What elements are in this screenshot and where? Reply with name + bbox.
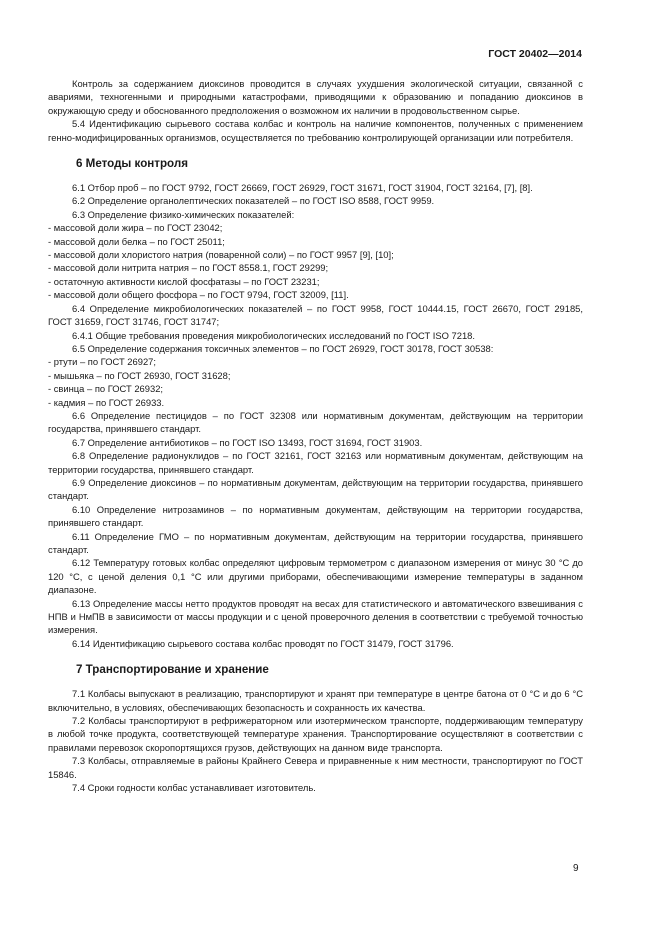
clause-7-3: 7.3 Колбасы, отправляемые в районы Крайнего Севера и приравненные к ним местности, транспортируют по ГОСТ 15846. [48, 755, 583, 780]
page-content [48, 77, 583, 795]
list-item: - массовой доли белка – по ГОСТ 25011; [48, 235, 225, 247]
section-7-body [48, 687, 583, 794]
page-number: 9 [573, 863, 579, 874]
list-item: - кадмия – по ГОСТ 26933. [48, 396, 165, 408]
clause-6-1: 6.1 Отбор проб – по ГОСТ 9792, ГОСТ 26669, ГОСТ 26929, ГОСТ 31671, ГОСТ 31904, ГОСТ 32164, [7], [8]. [72, 182, 533, 194]
clause-6-14: 6.14 Идентификацию сырьевого состава колбас проводят по ГОСТ 31479, ГОСТ 31796. [72, 637, 454, 649]
clause-6-2: 6.2 Определение органолептических показателей – по ГОСТ ISO 8588, ГОСТ 9959. [72, 195, 435, 207]
list-item: - остаточную активности кислой фосфатазы – по ГОСТ 23231; [48, 275, 320, 287]
list-item: - массовой доли нитрита натрия – по ГОСТ 8558.1, ГОСТ 29299; [48, 262, 329, 274]
clause-6-13: 6.13 Определение массы нетто продуктов проводят на весах для статистического и автоматического взвешивания с НПВ и НмПВ в зависимости от массы продукции и с ценой проверочного деления в соответствии с требуемой точностью измерения. [48, 597, 583, 636]
list-item: - свинца – по ГОСТ 26932; [48, 383, 164, 395]
list-item: - массовой доли общего фосфора – по ГОСТ 9794, ГОСТ 32009, [11]. [48, 289, 349, 301]
clause-6-6: 6.6 Определение пестицидов – по ГОСТ 32308 или нормативным документам, действующим на территории государства, принявшего стандарт. [48, 409, 583, 435]
paragraph-dioxin-control: Контроль за содержанием диоксинов проводится в случаях ухудшения экологической ситуации, связанной с авариями, техногенными и природными катастрофами, приводящими к образованию и попаданию диоксинов в окружающую среду и обоснованного предположения о возможном их наличии в продовольственном сырье. [48, 78, 583, 116]
clause-6-8: 6.8 Определение радионуклидов – по ГОСТ 32161, ГОСТ 32163 или нормативным документам, действующим на территории государства, принявшего стандарт. [48, 450, 583, 475]
clause-6-4: 6.4 Определение микробиологических показателей – по ГОСТ 9958, ГОСТ 10444.15, ГОСТ 26670, ГОСТ 29185, ГОСТ 31659, ГОСТ 31746, ГОСТ 31747; [48, 302, 583, 328]
clause-7-2: 7.2 Колбасы транспортируют в рефрижераторном или изотермическом транспорте, поддерживающим температуру в любой точке продукта, соответствующей температуре хранения. Транспортирование осуществляют в соответствии с правилами перевозок скоропортящихся грузов, действующих на данном виде транспорта. [48, 715, 583, 753]
clause-6-9: 6.9 Определение диоксинов – по нормативным документам, действующим на территории государства, принявшего стандарт. [48, 476, 583, 502]
clause-6-5: 6.5 Определение содержания токсичных элементов – по ГОСТ 26929, ГОСТ 30178, ГОСТ 30538: [72, 342, 494, 354]
section-6-heading: 6 Методы контроля [76, 157, 188, 171]
clause-6-12: 6.12 Температуру готовых колбас определяют цифровым термометром с диапазоном измерения от минус 30 °С до 120 °С, с ценой деления 0,1 °С или другими приборами, обеспечивающими измерение температуры в заданном диапазоне. [48, 557, 583, 596]
clause-6-4-1: 6.4.1 Общие требования проведения микробиологических исследований по ГОСТ ISO 7218. [72, 329, 475, 341]
paragraph-5-4: 5.4 Идентификацию сырьевого состава колбас и контроль на наличие компонентов, полученных с применением генно-модифицированных организмов, осуществляется по требованию контролирующей организации или потребителя. [48, 118, 583, 143]
clause-7-1: 7.1 Колбасы выпускают в реализацию, транспортируют и хранят при температуре в центре батона от 0 °С и до 6 °С включительно, в условиях, обеспечивающих безопасность и сохранность их качества. [48, 688, 583, 713]
list-item: - массовой доли хлористого натрия (поваренной соли) – по ГОСТ 9957 [9], [10]; [48, 249, 394, 261]
section-7-heading: 7 Транспортирование и хранение [76, 663, 269, 677]
clause-6-7: 6.7 Определение антибиотиков – по ГОСТ ISO 13493, ГОСТ 31694, ГОСТ 31903. [72, 436, 423, 448]
list-item: - массовой доли жира – по ГОСТ 23042; [48, 222, 223, 234]
clause-7-4: 7.4 Сроки годности колбас устанавливает изготовитель. [72, 782, 316, 794]
clause-6-10: 6.10 Определение нитрозаминов – по нормативным документам, действующим на территории государства, принявшего стандарт. [48, 503, 583, 529]
document-code: ГОСТ 20402—2014 [488, 48, 582, 60]
list-item: - ртути – по ГОСТ 26927; [48, 356, 156, 368]
section-6-body [48, 181, 583, 650]
clause-6-3: 6.3 Определение физико-химических показателей: [72, 208, 295, 220]
clause-6-11: 6.11 Определение ГМО – по нормативным документам, действующим на территории государства, принявшего стандарт. [48, 530, 583, 555]
list-item: - мышьяка – по ГОСТ 26930, ГОСТ 31628; [48, 369, 231, 381]
